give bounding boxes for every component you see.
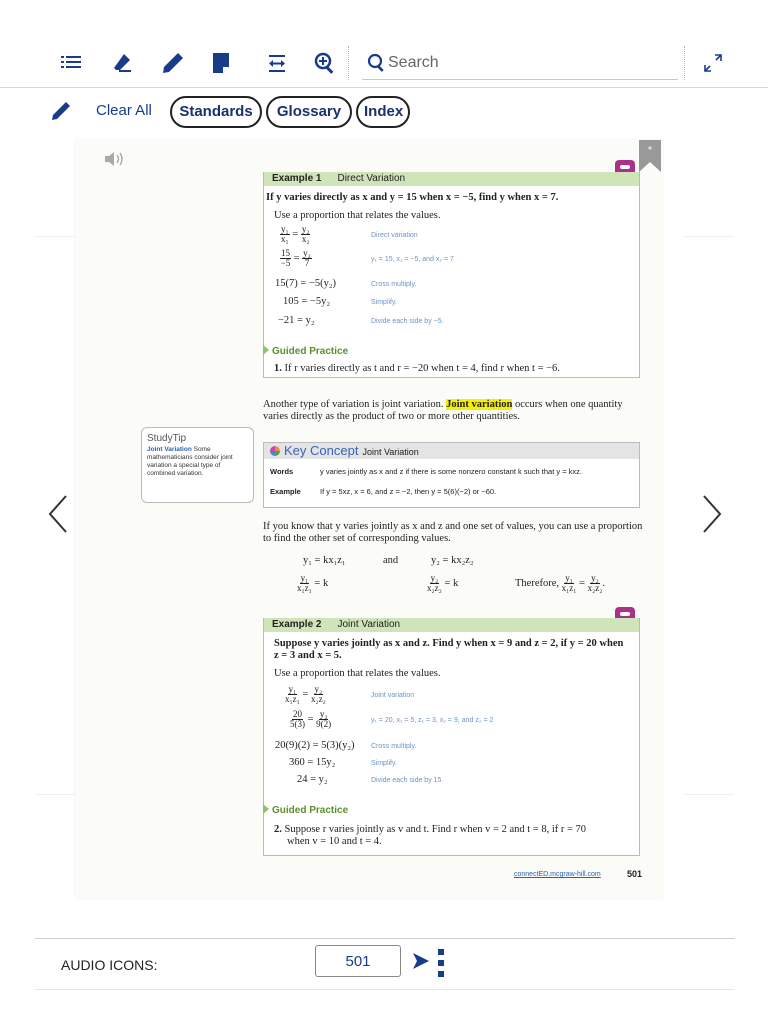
audio-icons-label: AUDIO ICONS: — [61, 957, 158, 973]
example-2-problem: z = 3 and x = 5. — [274, 650, 342, 661]
example-1-label: Example 1 — [272, 173, 322, 184]
example-2-substitution: $\frac{20}{5(3)}$ = $\frac{\text{y₂}}{9(2)}$ — [290, 709, 332, 729]
guided-practice-1-item — [274, 363, 560, 374]
example-2-problem: Suppose y varies jointly as x and z. Find y when x = 9 and z = 2, if y = 20 when — [274, 638, 624, 649]
next-page-edge — [684, 236, 734, 237]
joint-variation-paragraph — [263, 399, 623, 410]
example-2-intro: Use a proportion that relates the values. — [274, 668, 441, 679]
equation-y1: y₁ = kx₁z₁ — [303, 555, 346, 566]
example-2-note: Divide each side by 15. — [371, 777, 444, 784]
study-tip-text: Some mathematicians consider joint variation a special type of combined variation. — [147, 446, 233, 477]
proportion-paragraph: If you know that y varies jointly as x and z and one set of values, you can use a proportion — [263, 521, 643, 532]
example-2-note: Cross multiply. — [371, 743, 417, 750]
example-2-title: Joint Variation — [337, 619, 401, 630]
joint-paragraph-text: Another type of variation is joint variation. — [263, 399, 444, 410]
guided-practice-2-text: Suppose r varies jointly as v and t. Find r when v = 2 and t = 8, if r = 70 — [284, 824, 587, 835]
bookmark-icon[interactable] — [639, 140, 661, 172]
example-2-label: Example 2 — [272, 619, 322, 630]
key-concept-words-label: Words — [270, 467, 294, 476]
next-page-edge — [684, 794, 734, 795]
example-1-note: y₁ = 15, x₁ = −5, and x₂ = 7 — [371, 256, 454, 263]
page-number: 501 — [627, 869, 643, 879]
pencil-icon[interactable] — [50, 100, 72, 122]
glossary-button[interactable]: Glossary — [266, 96, 352, 128]
prev-page-arrow-icon[interactable] — [44, 492, 74, 536]
guided-practice-2-number: 2. — [274, 824, 282, 835]
example-1-problem: If y varies directly as x and y = 15 when x = −5, find y when x = 7. — [266, 192, 559, 203]
joint-paragraph-text: varies directly as the product of two or more other quantities. — [263, 411, 520, 422]
study-tip-heading: StudyTip — [147, 433, 187, 444]
key-concept-words-row — [270, 467, 582, 476]
example-2-note: Simplify. — [371, 760, 397, 767]
proportion-paragraph: to find the other set of corresponding values. — [263, 533, 451, 544]
key-concept-example-label: Example — [270, 487, 301, 496]
toc-icon[interactable] — [58, 50, 84, 76]
guided-practice-2-item — [274, 824, 586, 835]
key-concept-heading: Key Concept — [284, 443, 359, 458]
example-1-step: 15(7) = −5(y₂) — [275, 278, 336, 289]
example-1-note: Direct variation — [371, 232, 418, 239]
example-2-step: 360 = 15y₂ — [289, 757, 336, 768]
pen-icon[interactable] — [160, 50, 186, 76]
example-1-step: −21 = y₂ — [278, 315, 315, 326]
prev-page-edge — [35, 236, 75, 237]
equation-y2: y₂ = kx₂z₂ — [431, 555, 474, 566]
joint-variation-term[interactable]: Joint variation — [446, 399, 513, 410]
key-concept-icon — [270, 446, 280, 456]
guided-practice-1-text: If r varies directly as t and r = −20 when t = 4, find r when t = −6. — [284, 363, 560, 374]
equation-k1-rhs: = k — [314, 577, 329, 589]
key-concept-subheading: Joint Variation — [362, 447, 419, 457]
zoom-in-icon[interactable] — [312, 50, 338, 76]
therefore-text: Therefore, — [515, 577, 560, 589]
equation-k2-rhs: = k — [444, 577, 459, 589]
study-tip — [141, 427, 254, 503]
toolbar — [0, 38, 768, 88]
search-box — [362, 48, 678, 80]
example-2-step: 20(9)(2) = 5(3)(y₂) — [275, 740, 355, 751]
study-tip-term: Joint Variation — [147, 446, 192, 453]
example-1-step: 105 = −5y₂ — [283, 296, 331, 307]
key-concept-words: y varies jointly as x and z if there is some nonzero constant k such that y = kxz. — [320, 467, 582, 476]
prev-page-edge — [35, 794, 75, 795]
example-1-title: Direct Variation — [337, 173, 406, 184]
expand-icon[interactable] — [700, 50, 726, 76]
example-1-substitution: $\frac{15}{-5}$ = $\frac{\text{y₂}}{7}$ — [280, 248, 311, 268]
key-concept-example-row — [270, 487, 496, 496]
search-input[interactable] — [388, 50, 668, 76]
example-2-header — [264, 618, 639, 632]
joint-paragraph-text: occurs when one quantity — [514, 399, 623, 410]
fit-width-icon[interactable] — [264, 50, 290, 76]
key-concept-header — [264, 443, 639, 459]
example-2-step: 24 = y₂ — [297, 774, 328, 785]
key-concept-example: If y = 5xz, x = 6, and z = −2, then y = 5(6)(−2) or −60. — [320, 487, 497, 496]
note-icon[interactable] — [208, 50, 234, 76]
study-tip-body — [147, 446, 248, 478]
more-options-icon[interactable] — [427, 945, 455, 981]
key-concept-box — [263, 442, 640, 508]
equation-k2: $\frac{\text{y₂}}{\text{x₂z₂}}$ = k — [427, 573, 459, 593]
next-page-arrow-icon[interactable] — [696, 492, 726, 536]
example-1-note: Simplify. — [371, 299, 397, 306]
toolbar-divider — [684, 46, 685, 80]
clear-all-button[interactable]: Clear All — [96, 102, 152, 119]
bottom-bar — [35, 938, 735, 990]
example-2-proportion: $\frac{\text{y₁}}{\text{x₁z₁}}$ = $\frac{\text{y₂}}{\text{x₂z₂}}$ — [285, 684, 326, 704]
book-page — [75, 140, 663, 898]
example-1-proportion: $\frac{\text{y₁}}{\text{x₁}}$ = $\frac{\text{y₂}}{\text{x₂}}$ — [281, 224, 310, 244]
example-1-note: Cross multiply. — [371, 281, 417, 288]
equation-k1: $\frac{\text{y₁}}{\text{x₁z₁}}$ = k — [297, 573, 329, 593]
equation-and: and — [383, 555, 399, 566]
example-1-header — [264, 172, 639, 186]
eraser-icon[interactable] — [110, 50, 136, 76]
example-2-note: y₁ = 20, x₁ = 5, z₁ = 3, x₂ = 9, and z₂ = 2 — [371, 717, 494, 724]
connected-link[interactable]: connectED.mcgraw-hill.com — [514, 871, 601, 878]
standards-button[interactable]: Standards — [170, 96, 262, 128]
speaker-icon[interactable] — [103, 150, 129, 168]
toolbar-divider — [348, 46, 349, 80]
example-1-note: Divide each side by −5. — [371, 318, 444, 325]
index-button[interactable]: Index — [356, 96, 410, 128]
guided-practice-2-heading: Guided Practice — [263, 804, 348, 816]
guided-practice-2-text: when v = 10 and t = 4. — [287, 836, 382, 847]
search-icon — [366, 52, 388, 74]
example-1-intro: Use a proportion that relates the values. — [274, 210, 441, 221]
guided-practice-1-number: 1. — [274, 363, 282, 374]
guided-practice-1-heading: Guided Practice — [263, 345, 348, 357]
page-number-input[interactable] — [315, 945, 401, 977]
equation-therefore: Therefore, $\frac{\text{y₁}}{\text{x₁z₁}}$ = $\frac{\text{y₂}}{\text{x₂z₂}}$ . — [515, 573, 605, 593]
example-2-note: Joint variation — [371, 692, 415, 699]
annotation-bar — [0, 92, 768, 132]
